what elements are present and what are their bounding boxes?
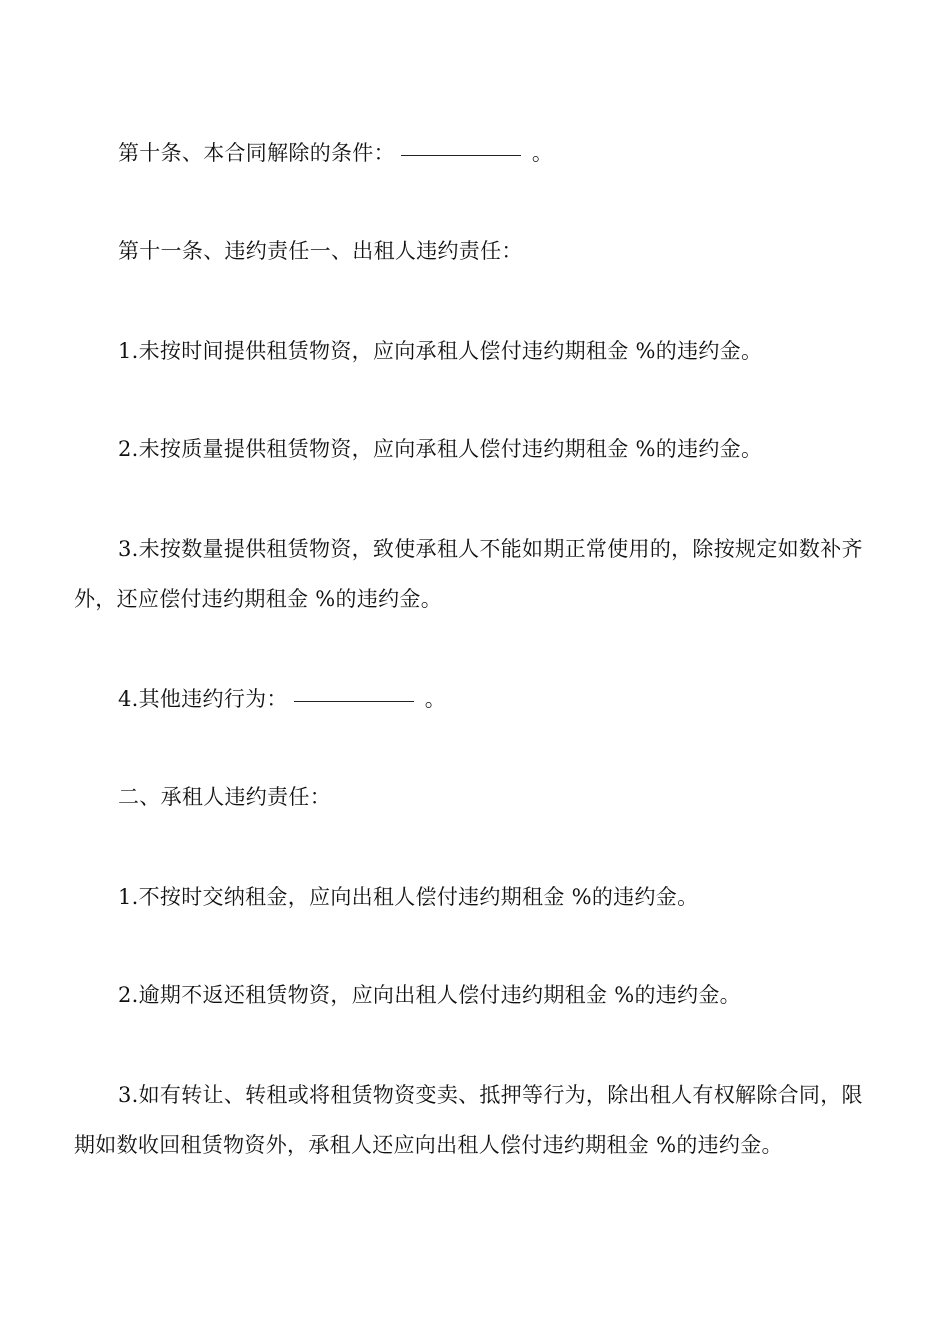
lessee-item-3: 3.如有转让、转租或将租赁物资变卖、抵押等行为，除出租人有权解除合同，限期如数收回租赁物资外，承租人还应向出租人偿付违约期租金 %的违约金。 (74, 1083, 863, 1157)
clause-10-suffix: 。 (524, 141, 554, 165)
clause-10-text: 第十条、本合同解除的条件： (118, 141, 395, 165)
fill-in-blank (294, 700, 414, 702)
fill-in-blank (401, 154, 521, 156)
lessor-item-1: 1.未按时间提供租赁物资，应向承租人偿付违约期租金 %的违约金。 (118, 339, 763, 363)
lessor-item-2: 2.未按质量提供租赁物资，应向承租人偿付违约期租金 %的违约金。 (118, 437, 763, 461)
lessor-item-3: 3.未按数量提供租赁物资，致使承租人不能如期正常使用的，除按规定如数补齐外，还应偿付违约期租金 %的违约金。 (74, 537, 863, 611)
clause-10 (74, 128, 880, 178)
lessee-item-2: 2.逾期不返还租赁物资，应向出租人偿付违约期租金 %的违约金。 (118, 983, 741, 1007)
lessor-item-4-suffix: 。 (417, 687, 447, 711)
lessor-item-4 (74, 674, 880, 724)
clause-11-heading: 第十一条、违约责任一、出租人违约责任： (118, 239, 523, 263)
lessor-item-4-text: 4.其他违约行为： (118, 687, 288, 711)
lessee-heading: 二、承租人违约责任： (118, 785, 331, 809)
lessee-item-1: 1.不按时交纳租金，应向出租人偿付违约期租金 %的违约金。 (118, 885, 699, 909)
